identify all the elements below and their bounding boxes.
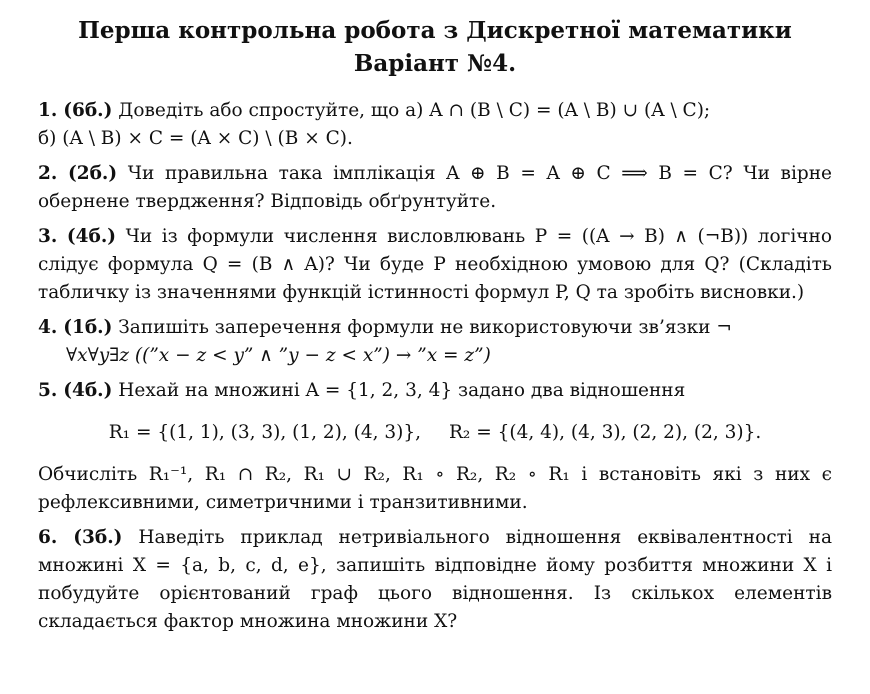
problem-1-line-2: б) (A \ B) × C = (A × C) \ (B × C). bbox=[38, 128, 353, 149]
problem-number: 2. bbox=[38, 163, 58, 184]
document-title bbox=[38, 14, 832, 80]
problem-points: (6б.) bbox=[63, 100, 113, 121]
problem-1 bbox=[38, 97, 832, 153]
problem-points: (4б.) bbox=[66, 226, 117, 247]
problem-text: Наведіть приклад нетривіального відношення еквівалентності на множині X = {a, b, c, d, e}, запишіть відповідне йому розбиття множини X і побудуйте орієнтований граф цього відношення. Із скількох елементів складається фактор множина множини X? bbox=[38, 527, 832, 632]
title-line: Перша контрольна робота з Дискретної математики bbox=[78, 17, 792, 44]
problem-text: Запишіть заперечення формули не використовуючи зв’язки ¬ bbox=[118, 317, 732, 338]
problem-list bbox=[38, 97, 832, 636]
problem-points: (1б.) bbox=[63, 317, 113, 338]
problem-5-tail: Обчисліть R₁⁻¹, R₁ ∩ R₂, R₁ ∪ R₂, R₁ ∘ R₂, R₂ ∘ R₁ і встановіть які з них є рефлексивними, симетричними і транзитивними. bbox=[38, 464, 832, 513]
problem-number: 6. bbox=[38, 527, 58, 548]
problem-number: 1. bbox=[38, 100, 58, 121]
problem-text: Доведіть або спростуйте, що а) A ∩ (B \ C) = (A \ B) ∪ (A \ C); bbox=[118, 100, 711, 121]
problem-6 bbox=[38, 524, 832, 636]
problem-points: (4б.) bbox=[63, 380, 113, 401]
problem-5 bbox=[38, 377, 832, 517]
problem-4-line-1 bbox=[38, 314, 832, 342]
problem-number: 3. bbox=[38, 226, 58, 247]
problem-number: 5. bbox=[38, 380, 58, 401]
relation-r2: R₂ = {(4, 4), (4, 3), (2, 2), (2, 3)}. bbox=[449, 422, 762, 443]
problem-1-line-1 bbox=[38, 97, 832, 125]
relation-r1: R₁ = {(1, 1), (3, 3), (1, 2), (4, 3)}, bbox=[108, 422, 421, 443]
problem-points: (2б.) bbox=[67, 163, 118, 184]
problem-3 bbox=[38, 223, 832, 307]
problem-text: Чи із формули числення висловлювань P = ((A → B) ∧ (¬B)) логічно слідує формула Q = (B ∧ A)? Чи буде P необхідною умовою для Q? (Складіть табличку із значеннями функцій істинності формул P, Q та зробіть висновки.) bbox=[38, 226, 832, 303]
formula-line: ∀x∀y∃z ((”x − z < y” ∧ ”y − z < x”) → ”x = z”) bbox=[66, 345, 491, 366]
problem-4 bbox=[38, 314, 832, 370]
problem-text: Чи правильна така імплікація A ⊕ B = A ⊕ C ⟹ B = C? Чи вірне обернене твердження? Відповідь обґрунтуйте. bbox=[38, 163, 833, 212]
variant-line: Варіант №4. bbox=[353, 50, 517, 77]
problem-2 bbox=[38, 160, 832, 216]
relations-display bbox=[38, 419, 832, 447]
problem-number: 4. bbox=[38, 317, 58, 338]
problem-text: Нехай на множині A = {1, 2, 3, 4} задано два відношення bbox=[118, 380, 686, 401]
problem-5-intro bbox=[38, 377, 832, 405]
problem-points: (3б.) bbox=[73, 527, 123, 548]
